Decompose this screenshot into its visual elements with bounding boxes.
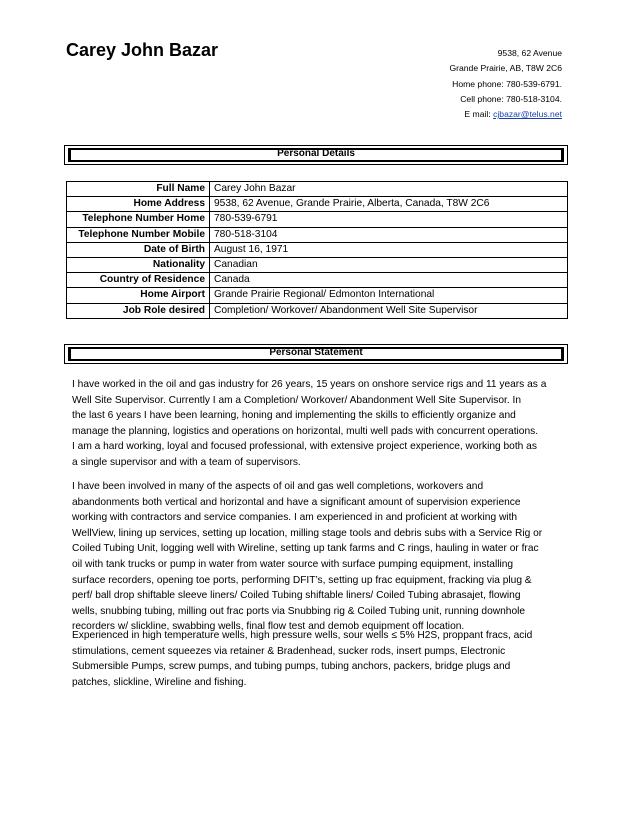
table-row — [67, 273, 568, 288]
detail-value: Carey John Bazar — [210, 182, 568, 197]
email-link[interactable]: cjbazar@telus.net — [493, 109, 562, 120]
detail-value: 9538, 62 Avenue, Grande Prairie, Alberta, Canada, T8W 2C6 — [210, 197, 568, 212]
statement-line: recorders w/ slickline, swabbing wells, final flow test and demob equipment off location. — [72, 621, 465, 633]
statement-paragraph-3 — [72, 628, 568, 690]
table-row — [67, 303, 568, 318]
statement-line: oil with tank trucks or pump in water from water source with surface pumping equipment, installing — [72, 558, 514, 570]
statement-line: patches, slickline, Wireline and fishing. — [72, 676, 247, 688]
statement-paragraph-1 — [72, 377, 568, 471]
statement-line: WellView, lining up services, setting up location, milling stage tools and debris subs with a Service Rig or — [72, 527, 543, 539]
detail-value: Canadian — [210, 257, 568, 272]
table-row — [67, 182, 568, 197]
detail-label: Full Name — [67, 182, 210, 197]
detail-label: Country of Residence — [67, 273, 210, 288]
personal-details-header — [64, 145, 568, 165]
statement-line: perf/ ball drop shiftable sleeve liners/ Coiled Tubing shiftable liners/ Coiled Tubing abrasajet, flowing — [72, 590, 521, 602]
detail-label: Telephone Number Home — [67, 212, 210, 227]
home-phone: Home phone: 780-539-6791. — [452, 78, 562, 89]
table-row — [67, 197, 568, 212]
address-line-2: Grande Prairie, AB, T8W 2C6 — [449, 63, 562, 74]
statement-line: Experienced in high temperature wells, high pressure wells, sour wells ≤ 5% H2S, proppant fracs, acid — [72, 630, 533, 641]
statement-line: I have been involved in many of the aspects of oil and gas well completions, workovers and — [72, 481, 484, 492]
detail-value: Completion/ Workover/ Abandonment Well Site Supervisor — [210, 303, 568, 318]
detail-value: 780-539-6791 — [210, 212, 568, 227]
detail-label: Telephone Number Mobile — [67, 227, 210, 242]
detail-label: Job Role desired — [67, 303, 210, 318]
applicant-name: Carey John Bazar — [66, 40, 219, 60]
detail-label: Home Airport — [67, 288, 210, 303]
table-row — [67, 257, 568, 272]
table-row — [67, 242, 568, 257]
statement-line: abandonments both vertical and horizontal and have a significant amount of supervision experience — [72, 496, 521, 508]
statement-line: Submersible Pumps, screw pumps, and tubing pumps, tubing anchors, packers, bridge plugs and — [72, 661, 511, 673]
statement-line: working with contractors and service companies. I am experienced in and proficient at working with — [72, 512, 518, 524]
table-row — [67, 212, 568, 227]
statement-line: I have worked in the oil and gas industry for 26 years, 15 years on onshore service rigs and 11 years as a — [72, 379, 547, 390]
detail-value: August 16, 1971 — [210, 242, 568, 257]
statement-line: Coiled Tubing Unit, logging well with Wireline, setting up tank farms and C rings, hauling in water or frac — [72, 543, 539, 555]
statement-line: manage the planning, logistics and operations on horizontal, multi well pads with concurrent operations. — [72, 425, 539, 437]
contact-block — [449, 46, 562, 122]
personal-details-table — [66, 181, 568, 319]
detail-label: Home Address — [67, 197, 210, 212]
detail-value: 780-518-3104 — [210, 227, 568, 242]
statement-line: wells, snubbing tubing, milling out frac ports via Snubbing rig & Coiled Tubing unit, running downhole — [72, 605, 526, 617]
personal-statement-header — [64, 344, 568, 364]
statement-line: surface recorders, opening toe ports, performing DFIT’s, setting up frac equipment, fracking via plug & — [72, 574, 532, 586]
email-line — [449, 107, 562, 122]
detail-value: Grande Prairie Regional/ Edmonton International — [210, 288, 568, 303]
table-row — [67, 288, 568, 303]
cell-phone: Cell phone: 780-518-3104. — [460, 93, 562, 104]
statement-line: I am a hard working, loyal and focused professional, with extensive project experience, working both as — [72, 441, 537, 453]
detail-value: Canada — [210, 273, 568, 288]
statement-paragraph-2 — [72, 479, 568, 635]
personal-details-title: Personal Details — [277, 148, 355, 159]
statement-line: the last 6 years I have been learning, honing and implementing the skills to efficiently organize and — [72, 410, 516, 422]
address-line-1: 9538, 62 Avenue — [497, 48, 562, 58]
table-row — [67, 227, 568, 242]
statement-line: Well Site Supervisor. Currently I am a Completion/ Workover/ Abandonment Well Site Supervisor. In — [72, 394, 522, 406]
email-label: E mail: — [464, 109, 494, 120]
detail-label: Date of Birth — [67, 242, 210, 257]
statement-line: a single supervisor and with a team of supervisors. — [72, 456, 301, 468]
personal-statement-title: Personal Statement — [269, 347, 363, 358]
detail-label: Nationality — [67, 257, 210, 272]
statement-line: stimulations, cement squeezes via retainer & Bradenhead, sucker rods, insert pumps, Electronic — [72, 645, 506, 657]
